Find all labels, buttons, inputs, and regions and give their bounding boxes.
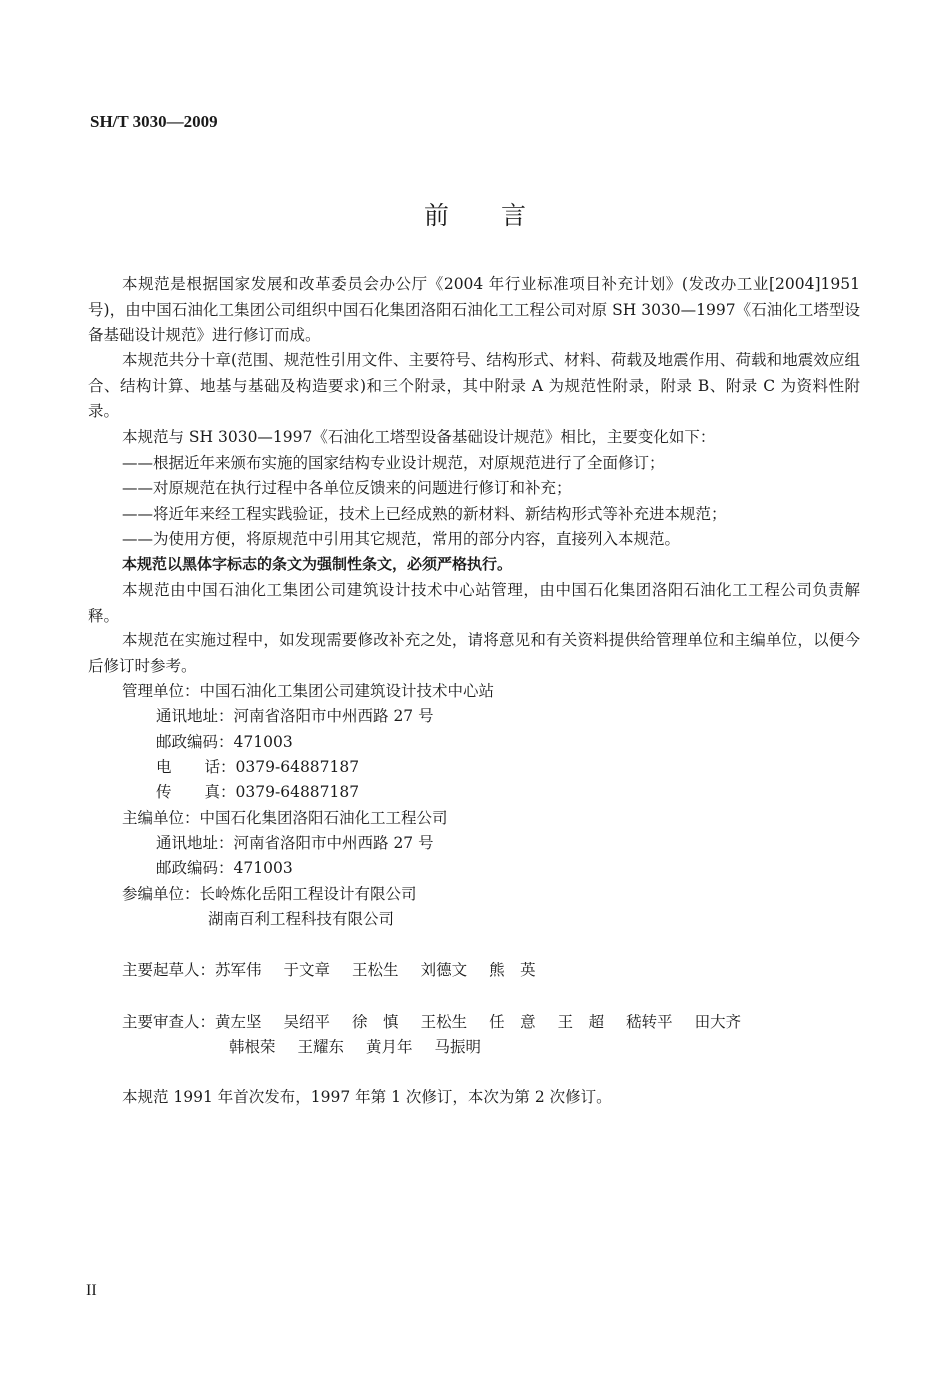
management-fax: 传 真：0379-64887187 <box>156 783 360 801</box>
change-item: ——为使用方便，将原规范中引用其它规范，常用的部分内容，直接列入本规范。 <box>122 530 681 548</box>
paragraph-1: 本规范是根据国家发展和改革委员会办公厅《2004 年行业标准项目补充计划》(发改办工业[2004]1951 号)，由中国石油化工集团公司组织中国石化集团洛阳石油化工工程公司对原 SH 3030—1997《石油化工塔型设备基础设计规范》进行修订而成。 <box>88 275 860 344</box>
management-postcode: 邮政编码：471003 <box>156 733 293 751</box>
management-address: 通讯地址：河南省洛阳市中州西路 27 号 <box>156 707 434 725</box>
management-phone: 电 话：0379-64887187 <box>156 758 360 776</box>
revision-history: 本规范 1991 年首次发布，1997 年第 1 次修订，本次为第 2 次修订。 <box>122 1088 612 1106</box>
management-label: 管理单位： <box>122 682 200 700</box>
page-title: 前言 <box>423 201 578 230</box>
paragraph-3: 本规范与 SH 3030—1997《石油化工塔型设备基础设计规范》相比，主要变化如下： <box>122 428 716 446</box>
paragraph-2: 本规范共分十章(范围、规范性引用文件、主要符号、结构形式、材料、荷载及地震作用、荷载和地震效应组合、结构计算、地基与基础及构造要求)和三个附录，其中附录 A 为规范性附录，附录 B、附录 C 为资料性附录。 <box>88 351 860 420</box>
standard-number: SH/T 3030—2009 <box>90 112 218 131</box>
change-item: ——将近年来经工程实践验证，技术上已经成熟的新材料、新结构形式等补充进本规范； <box>122 505 727 523</box>
main-reviewers-row-2: 韩根荣 王耀东 黄月年 马振明 <box>229 1038 482 1056</box>
change-item: ——根据近年来颁布实施的国家结构专业设计规范，对原规范进行了全面修订； <box>122 454 665 472</box>
main-drafters: 主要起草人：苏军伟 于文章 王松生 刘德文 熊 英 <box>122 961 536 979</box>
change-item: ——对原规范在执行过程中各单位反馈来的问题进行修订和补充； <box>122 479 572 497</box>
participating-units: 参编单位：长岭炼化岳阳工程设计有限公司 <box>122 885 417 903</box>
chief-editor-postcode: 邮政编码：471003 <box>156 859 293 877</box>
paragraph-4: 本规范由中国石油化工集团公司建筑设计技术中心站管理，由中国石化集团洛阳石油化工工程公司负责解释。 <box>88 581 860 625</box>
chief-editor-address: 通讯地址：河南省洛阳市中州西路 27 号 <box>156 834 434 852</box>
paragraph-5: 本规范在实施过程中，如发现需要修改补充之处，请将意见和有关资料提供给管理单位和主编单位，以便今后修订时参考。 <box>88 631 860 675</box>
participating-unit-2: 湖南百利工程科技有限公司 <box>208 910 395 928</box>
management-unit <box>122 679 494 705</box>
main-reviewers: 主要审查人：黄左坚 吴绍平 徐 慎 王松生 任 意 王 超 嵇转平 田大齐 <box>122 1013 742 1031</box>
management-name: 中国石油化工集团公司建筑设计技术中心站 <box>199 682 495 700</box>
page-number: II <box>86 1282 97 1299</box>
mandatory-clause-notice: 本规范以黑体字标志的条文为强制性条文，必须严格执行。 <box>122 555 513 573</box>
chief-editor-unit: 主编单位：中国石化集团洛阳石油化工工程公司 <box>122 809 448 827</box>
